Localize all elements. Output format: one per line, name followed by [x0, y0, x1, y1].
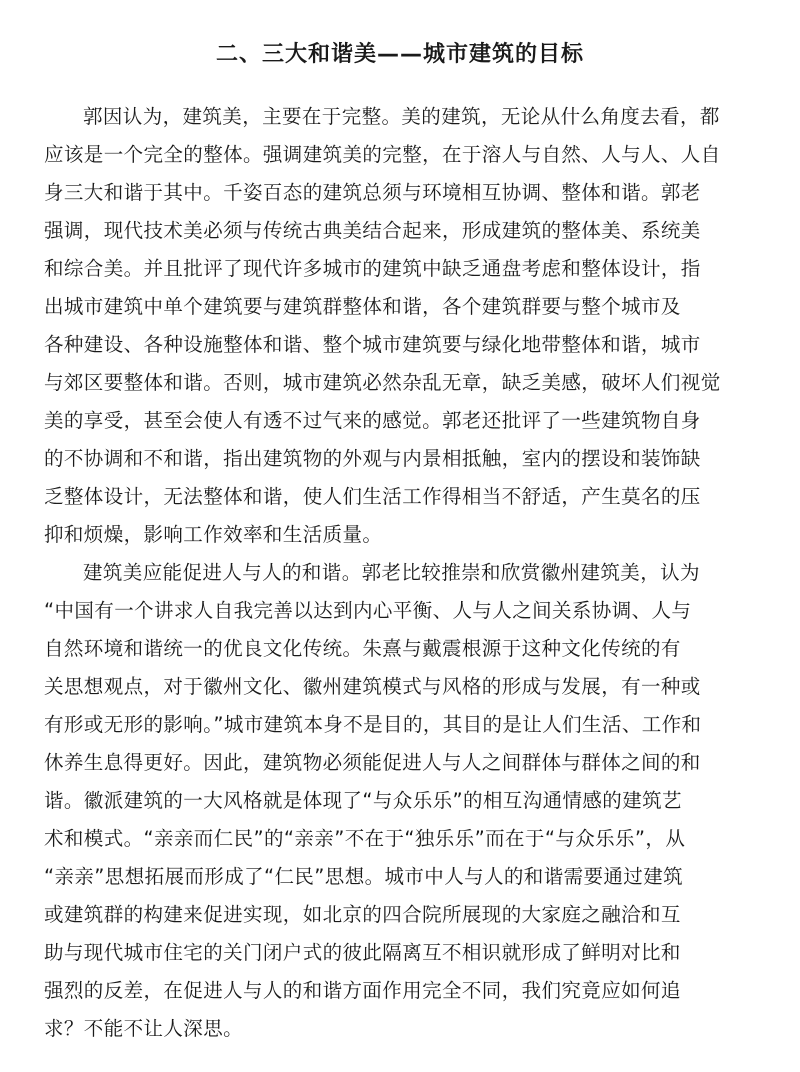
paragraph-2-line: 求？不能不让人深思。 [44, 1017, 244, 1040]
paragraph-1-line: 美的享受，甚至会使人有透不过气来的感觉。郭老还批评了一些建筑物自身 [44, 409, 701, 432]
paragraph-2-line: 术和模式。“亲亲而仁民”的“亲亲”不在于“独乐乐”而在于“与众乐乐”，从 [44, 827, 686, 850]
paragraph-2-line: “亲亲”思想拓展而形成了“仁民”思想。城市中人与人的和谐需要通过建筑 [44, 865, 684, 888]
paragraph-2-line: “中国有一个讲求人自我完善以达到内心平衡、人与人之间关系协调、人与 [44, 599, 692, 622]
paragraph-2-line: 强烈的反差，在促进人与人的和谐方面作用完全不同，我们究竟应如何追 [44, 979, 681, 1002]
paragraph-1-line: 和综合美。并且批评了现代许多城市的建筑中缺乏通盘考虑和整体设计，指 [44, 257, 701, 280]
paragraph-2-line: 谐。徽派建筑的一大风格就是体现了“与众乐乐”的相互沟通情感的建筑艺 [44, 789, 682, 812]
paragraph-1-line: 乏整体设计，无法整体和谐，使人们生活工作得相当不舒适，产生莫名的压 [44, 485, 701, 508]
paragraph-1-line: 各种建设、各种设施整体和谐、整个城市建筑要与绿化地带整体和谐，城市 [44, 333, 701, 356]
paragraph-2-line: 休养生息得更好。因此，建筑物必须能促进人与人之间群体与群体之间的和 [44, 751, 701, 774]
paragraph-1-line: 出城市建筑中单个建筑要与建筑群整体和谐，各个建筑群要与整个城市及 [44, 295, 681, 318]
paragraph-2-line: 有形或无形的影响。”城市建筑本身不是目的，其目的是让人们生活、工作和 [44, 713, 702, 736]
paragraph-2-line: 助与现代城市住宅的关门闭户式的彼此隔离互不相识就形成了鲜明对比和 [44, 941, 681, 964]
paragraph-1-line: 的不协调和不和谐，指出建筑物的外观与内景相抵触，室内的摆设和装饰缺 [44, 447, 701, 470]
paragraph-1-line: 抑和烦燥，影响工作效率和生活质量。 [44, 523, 383, 546]
paragraph-1-line: 与郊区要整体和谐。否则，城市建筑必然杂乱无章，缺乏美感，破坏人们视觉 [44, 371, 721, 394]
paragraph-1-line: 应该是一个完全的整体。强调建筑美的完整，在于溶人与自然、人与人、人自 [44, 143, 721, 166]
paragraph-1-line: 郭因认为，建筑美，主要在于完整。美的建筑，无论从什么角度去看，都 [83, 105, 720, 128]
paragraph-2-line: 自然环境和谐统一的优良文化传统。朱熹与戴震根源于这种文化传统的有 [44, 637, 681, 660]
paragraph-2-line: 关思想观点，对于徽州文化、徽州建筑模式与风格的形成与发展，有一种或 [44, 675, 701, 698]
paragraph-2-line: 或建筑群的构建来促进实现，如北京的四合院所展现的大家庭之融洽和互 [44, 903, 681, 926]
paragraph-2-line: 建筑美应能促进人与人的和谐。郭老比较推崇和欣赏徽州建筑美，认为 [83, 561, 700, 584]
section-title: 二、三大和谐美——城市建筑的目标 [215, 42, 584, 67]
paragraph-1-line: 身三大和谐于其中。千姿百态的建筑总须与环境相互协调、整体和谐。郭老 [44, 181, 701, 204]
paragraph-1-line: 强调，现代技术美必须与传统古典美结合起来，形成建筑的整体美、系统美 [44, 219, 701, 242]
